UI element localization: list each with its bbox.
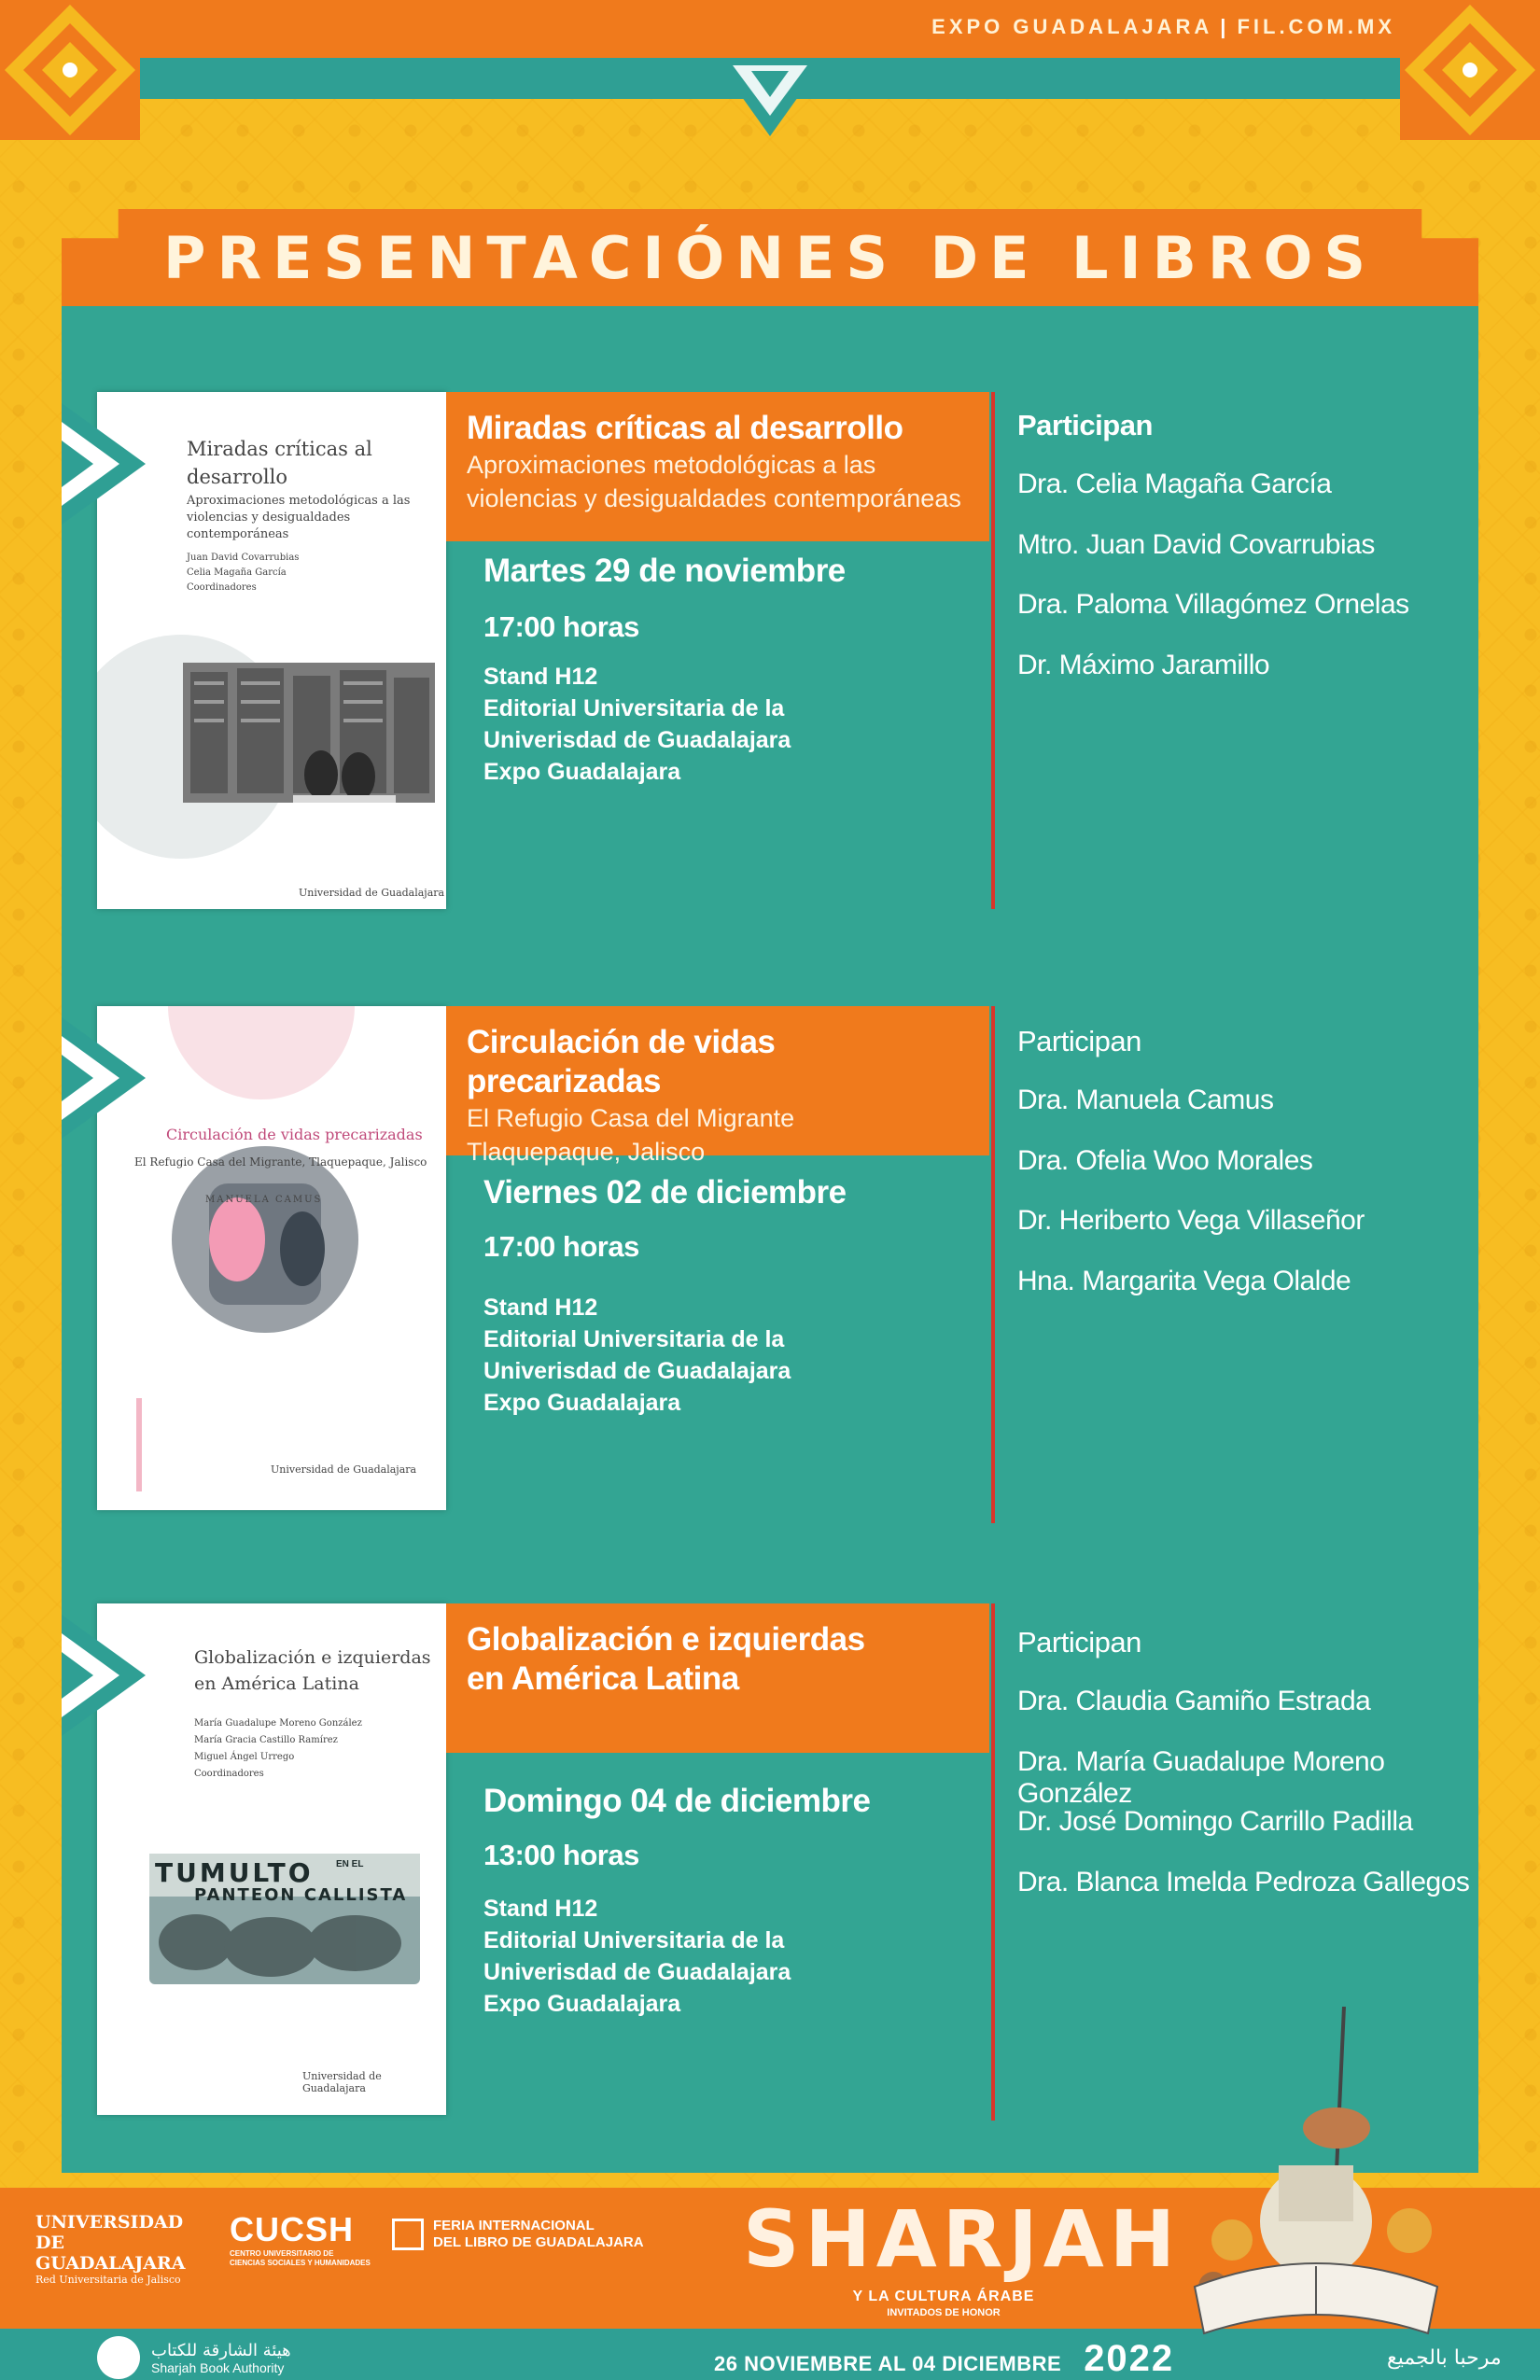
participant: Dra. Manuela Camus: [1017, 1085, 1274, 1115]
site-expo: EXPO GUADALAJARA: [931, 15, 1213, 38]
logo-universidad-de-guadalajara: UNIVERSIDAD DE GUADALAJARA Red Universitaria de Jalisco: [35, 2212, 186, 2286]
site-url: EXPO GUADALAJARA | FIL.COM.MX: [931, 15, 1395, 38]
cover-author: MANUELA CAMUS: [205, 1195, 323, 1205]
event-date: Martes 29 de noviembre: [483, 553, 846, 589]
participant: Dra. Claudia Gamiño Estrada: [1017, 1686, 1371, 1716]
event-place: Stand H12 Editorial Universitaria de la Univerisdad de Guadalajara Expo Guadalajara: [483, 1896, 791, 2017]
event-time: 13:00 horas: [483, 1839, 639, 1871]
artwork-headline: TUMULTO: [155, 1857, 314, 1888]
cover-publisher: Universidad de Guadalajara: [299, 887, 445, 899]
event-subtitle-1: Aproximaciones metodológicas a las: [467, 451, 876, 479]
participant: Dra. Celia Magaña García: [1017, 469, 1332, 499]
event-place: Stand H12 Editorial Universitaria de la Univerisdad de Guadalajara Expo Guadalajara: [483, 1295, 791, 1416]
event-title: Miradas críticas al desarrollo: [467, 410, 903, 446]
cover-authors: María Guadalupe Moreno González María Gracia Castillo Ramírez Miguel Ángel Urrego Coordinadores: [194, 1718, 362, 1779]
divider-line: [991, 1603, 995, 2121]
divider-line: [991, 392, 995, 909]
cover-publisher: Universidad de Guadalajara: [271, 1463, 417, 1476]
event-subtitle-2: violencias y desigualdades contemporáneas: [467, 484, 961, 512]
event-title-2: en América Latina: [467, 1660, 739, 1697]
participants-list: [1017, 1686, 1478, 1926]
participant: Dr. José Domingo Carrillo Padilla: [1017, 1806, 1413, 1837]
event-title-box: [446, 392, 989, 541]
sharjah-subtitle: Y LA CULTURA ÁRABE: [852, 2289, 1035, 2304]
open-book-illustration: [1176, 2007, 1456, 2371]
participant: Dra. María Guadalupe Moreno González: [1017, 1745, 1385, 1809]
event-date: Domingo 04 de diciembre: [483, 1783, 871, 1819]
participants-label: Participan: [1017, 1626, 1141, 1659]
event-time: 17:00 horas: [483, 1230, 639, 1263]
participant: Dra. Ofelia Woo Morales: [1017, 1144, 1313, 1176]
sharjah-book-authority: هيئة الشارقة للكتاب Sharjah Book Authority: [97, 2336, 291, 2379]
corner-ornament-right: [1400, 0, 1540, 140]
event-title: Circulación de vidas precarizadas: [467, 1024, 776, 1099]
cover-subtitle: El Refugio Casa del Migrante, Tlaquepaque, Jalisco: [134, 1155, 427, 1169]
site-fil: FIL.COM.MX: [1237, 15, 1395, 38]
event-title-box: [446, 1006, 989, 1166]
logo-fil: FERIA INTERNACIONAL DEL LIBRO DE GUADALAJARA: [392, 2218, 644, 2251]
book-cover-3: [97, 1603, 446, 2115]
logo-cucsh: CUCSH CENTRO UNIVERSITARIO DE CIENCIAS SOCIALES Y HUMANIDADES: [230, 2210, 371, 2267]
participant: Dra. Blanca Imelda Pedroza Gallegos: [1017, 1866, 1470, 1897]
book-cover-1: [97, 392, 446, 909]
diamond-ornament: [62, 403, 146, 525]
fair-dates: 26 NOVIEMBRE AL 04 DICIEMBRE 2022: [714, 2338, 1175, 2379]
participant: Dr. Máximo Jaramillo: [1017, 649, 1270, 680]
participant: Dra. Paloma Villagómez Ornelas: [1017, 589, 1409, 620]
event-place: Stand H12 Editorial Universitaria de la Univerisdad de Guadalajara Expo Guadalajara: [483, 664, 791, 785]
cover-title: Circulación de vidas precarizadas: [166, 1126, 423, 1143]
sharjah-guests: INVITADOS DE HONOR: [887, 2307, 1001, 2318]
corner-ornament-left: [0, 0, 140, 140]
event-time: 17:00 horas: [483, 610, 639, 643]
cover-photo: [97, 635, 446, 859]
top-center-ornament: [714, 58, 826, 136]
diamond-ornament: [62, 1017, 146, 1139]
event-subtitle-1: El Refugio Casa del Migrante: [467, 1104, 795, 1132]
divider-line: [991, 1006, 995, 1523]
fil-logo-icon: [392, 2219, 424, 2250]
participants-label: Participan: [1017, 1025, 1141, 1057]
participants-list: [1017, 1085, 1365, 1325]
event-title-box: [446, 1603, 989, 1753]
artwork-headline-b: EN EL: [336, 1859, 364, 1869]
sharjah-wordmark: SHARJAH: [743, 2193, 1182, 2285]
sba-logo-icon: [97, 2336, 140, 2379]
artwork-subheadline: PANTEON CALLISTA: [194, 1885, 408, 1905]
participants-list: [1017, 469, 1409, 709]
participants-label: Participan: [1017, 409, 1153, 441]
diamond-ornament: [62, 1615, 146, 1736]
event-title-1: Globalización e izquierdas: [467, 1621, 865, 1658]
book-cover-2: [97, 1006, 446, 1510]
participant: Mtro. Juan David Covarrubias: [1017, 528, 1375, 560]
cover-authors: Juan David Covarrubias Celia Magaña García Coordinadores: [187, 553, 300, 593]
cover-subtitle: Aproximaciones metodológicas a las violencias y desigualdades contemporáneas: [187, 494, 411, 541]
cover-title: Miradas críticas al desarrollo: [187, 438, 372, 488]
page-title: PRESENTACIÓNES DE LIBROS: [163, 224, 1377, 292]
cover-title: Globalización e izquierdas en América Latina: [194, 1647, 431, 1694]
event-subtitle-2: Tlaquepaque, Jalisco: [467, 1138, 706, 1166]
participant: Dr. Heriberto Vega Villaseñor: [1017, 1205, 1365, 1236]
event-date: Viernes 02 de diciembre: [483, 1174, 847, 1211]
welcome-arabic: مرحبا بالجميع: [1387, 2346, 1502, 2370]
participant: Hna. Margarita Vega Olalde: [1017, 1265, 1351, 1296]
cover-graphics: [97, 1006, 446, 1510]
cover-publisher: Universidad de Guadalajara: [302, 2070, 382, 2094]
